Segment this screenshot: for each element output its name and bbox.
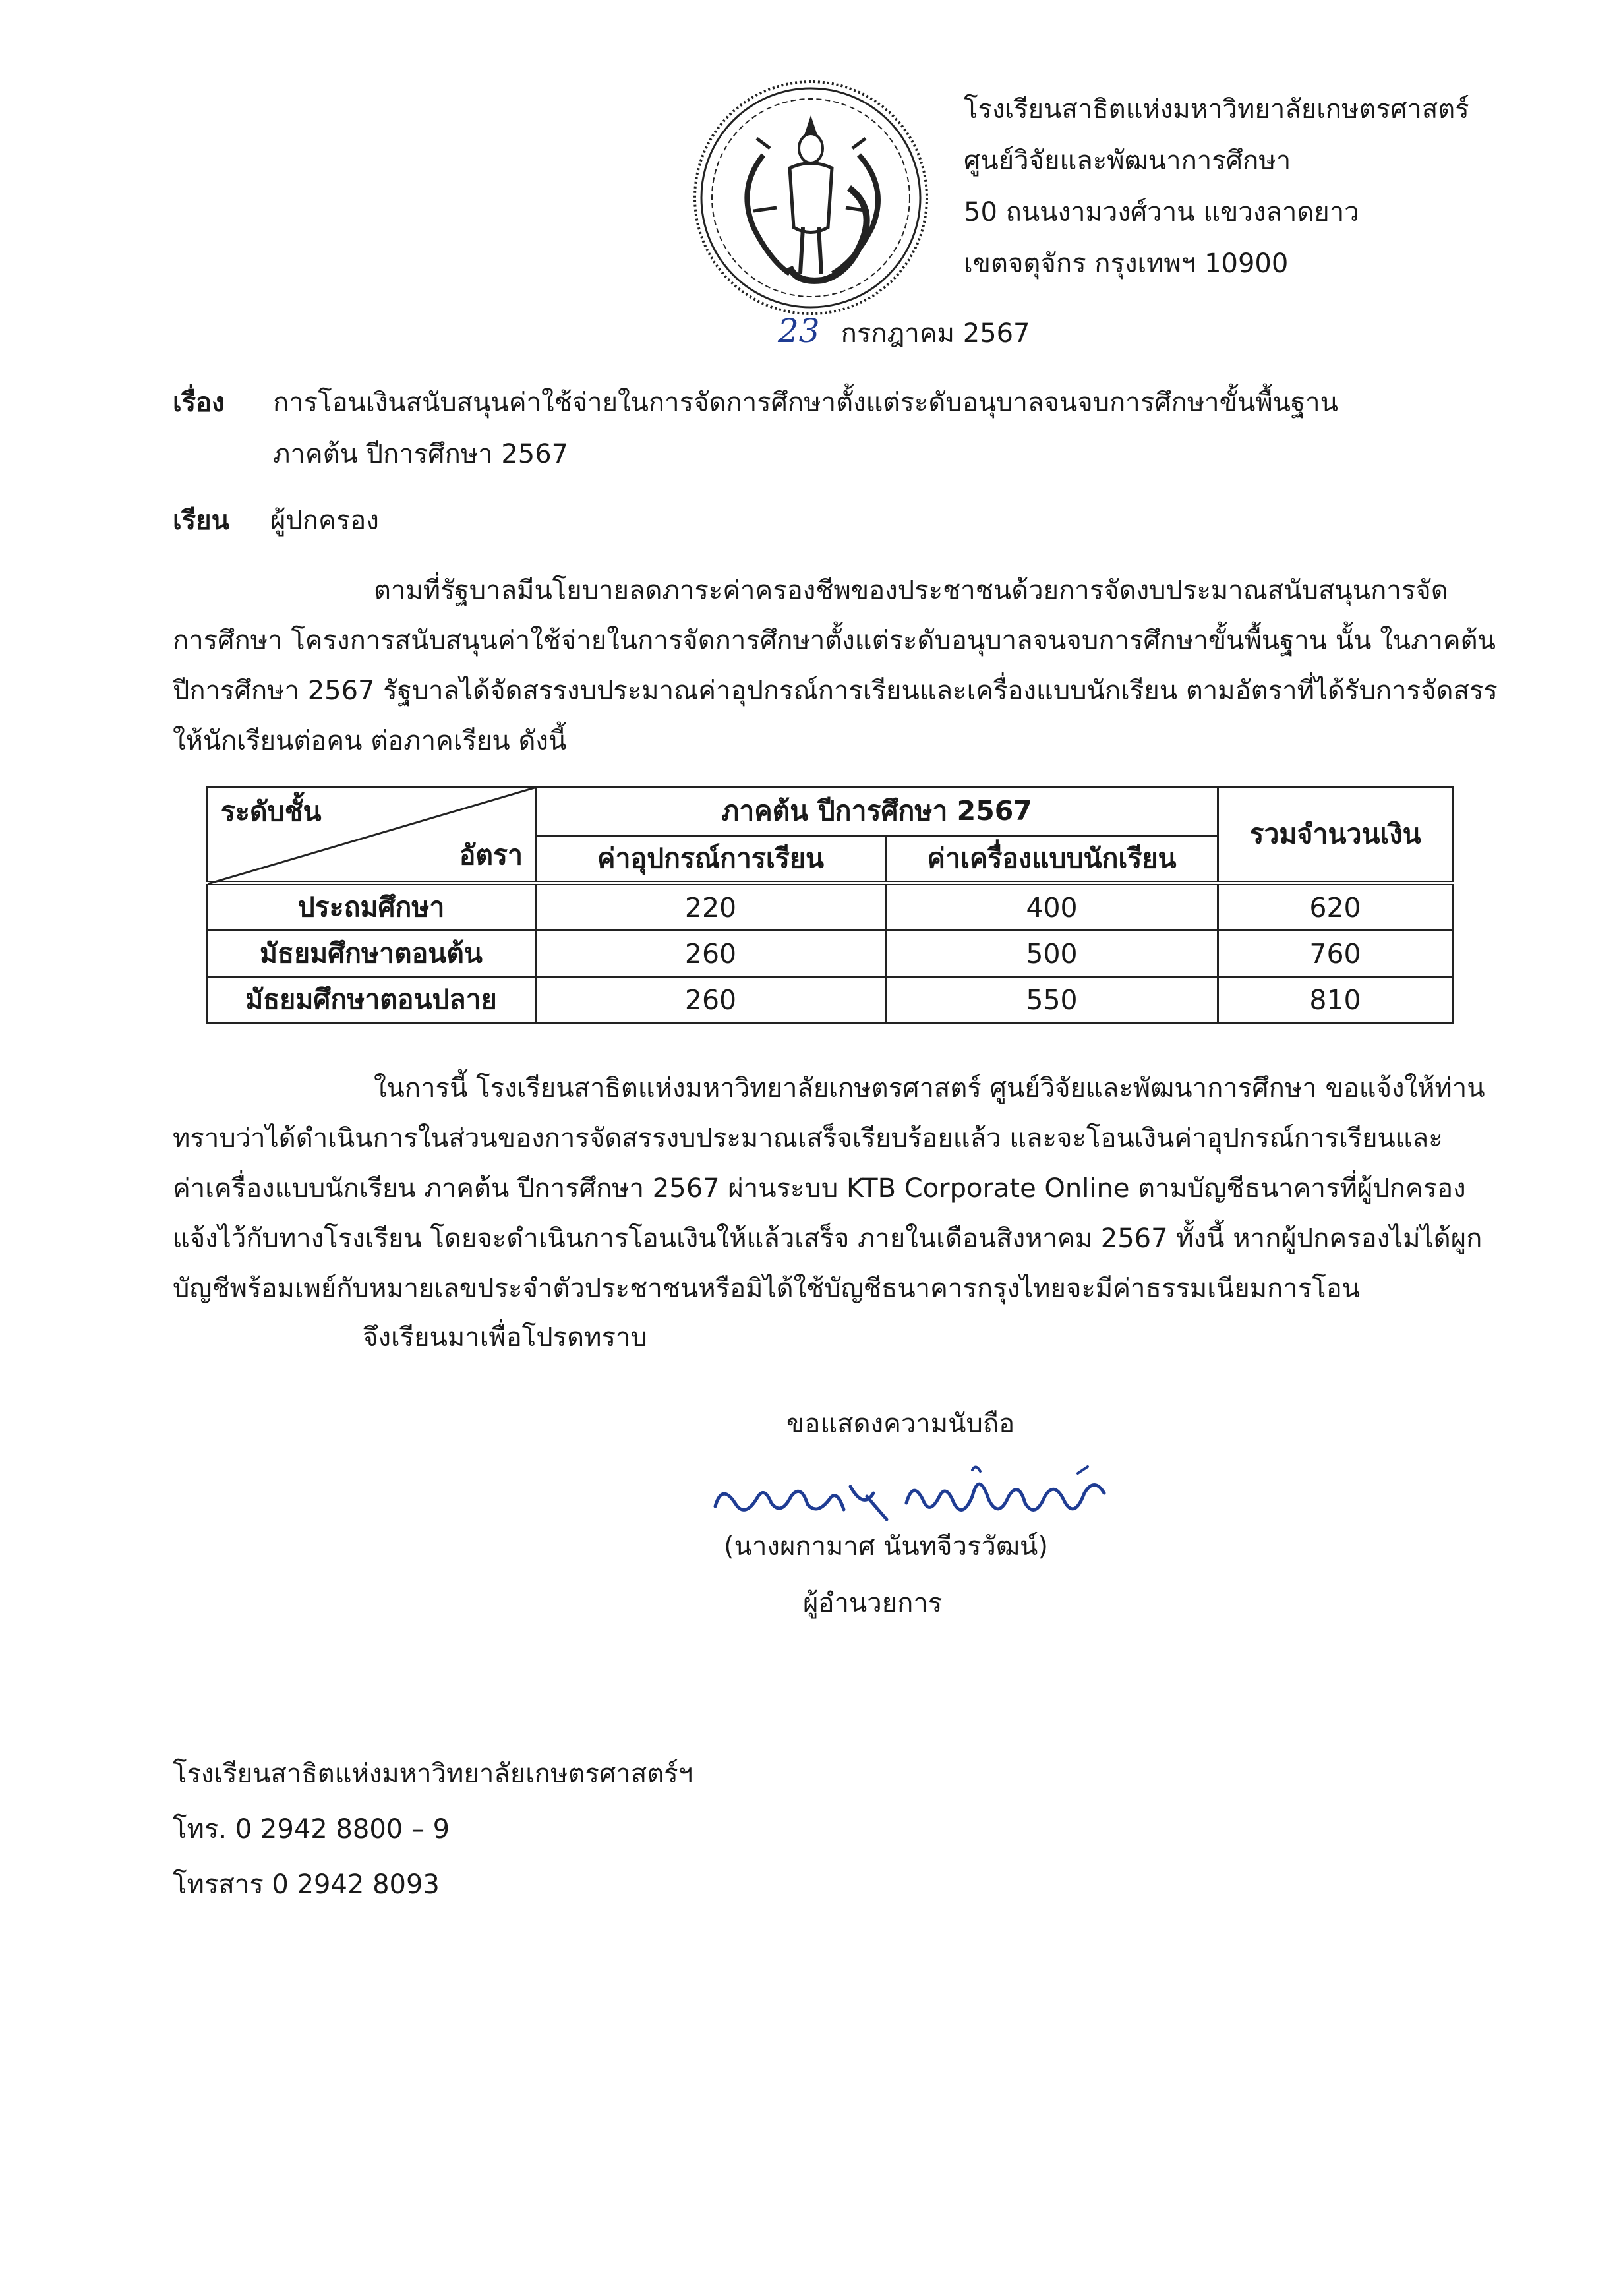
recipient-label: เรียน (173, 506, 229, 536)
corner-rate-label: อัตรา (459, 839, 523, 871)
paragraph-2-line-1: ในการนี้ โรงเรียนสาธิตแห่งมหาวิทยาลัยเกษตรศาสตร์ ศูนย์วิจัยและพัฒนาการศึกษา ขอแจ้งให้ท่าน (374, 1073, 1485, 1104)
footer-school: โรงเรียนสาธิตแห่งมหาวิทยาลัยเกษตรศาสตร์ฯ (173, 1759, 693, 1789)
subject-label: เรื่อง (173, 388, 225, 418)
total-cell: 760 (1218, 931, 1453, 977)
total-cell: 620 (1218, 883, 1453, 931)
total-cell: 810 (1218, 977, 1453, 1023)
footer-fax: โทรสาร 0 2942 8093 (173, 1869, 440, 1900)
paragraph-2-line-5: บัญชีพร้อมเพย์กับหมายเลขประจำตัวประชาชนหรือมิได้ใช้บัญชีธนาคารกรุงไทยจะมีค่าธรรมเนียมการโอน (173, 1274, 1361, 1304)
footer-phone: โทร. 0 2942 8800 – 9 (173, 1814, 450, 1844)
table-corner-cell (207, 787, 536, 883)
equipment-cell: 220 (536, 883, 886, 931)
closing-line: จึงเรียนมาเพื่อโปรดทราบ (363, 1322, 647, 1353)
equipment-cell: 260 (536, 931, 886, 977)
total-header: รวมจำนวนเงิน (1218, 787, 1453, 883)
corner-level-label: ระดับชั้น (221, 796, 322, 827)
paragraph-2-line-4: แจ้งไว้กับทางโรงเรียน โดยจะดำเนินการโอนเงินให้แล้วเสร็จ ภายในเดือนสิงหาคม 2567 ทั้งนี้ หากผู้ปกครองไม่ได้ผูก (173, 1223, 1483, 1254)
center-name: ศูนย์วิจัยและพัฒนาการศึกษา (964, 146, 1291, 176)
uniform-cell: 500 (886, 931, 1218, 977)
letterhead-address (964, 92, 1469, 298)
signer-name: (นางผกามาศ นันทจีวรวัฒน์) (724, 1531, 1048, 1562)
subject-line-2: ภาคต้น ปีการศึกษา 2567 (273, 439, 569, 469)
table-row (207, 977, 1453, 1023)
paragraph-1-line-4: ให้นักเรียนต่อคน ต่อภาคเรียน ดังนี้ (173, 726, 567, 756)
date-month-year: กรกฎาคม 2567 (840, 318, 1030, 349)
table-row (207, 883, 1453, 931)
paragraph-1-line-3: ปีการศึกษา 2567 รัฐบาลได้จัดสรรงบประมาณค่าอุปกรณ์การเรียนและเครื่องแบบนักเรียน ตามอัตราที่ได้รับการจัดสรร (173, 676, 1498, 706)
paragraph-1-line-2: การศึกษา โครงการสนับสนุนค่าใช้จ่ายในการจัดการศึกษาตั้งแต่ระดับอนุบาลจนจบการศึกษาขั้นพื้นฐาน นั้น ในภาคต้น (173, 626, 1496, 656)
allocation-table (206, 786, 1454, 1024)
address-line-1: 50 ถนนงามวงศ์วาน แขวงลาดยาว (964, 197, 1359, 227)
uniform-header: ค่าเครื่องแบบนักเรียน (886, 836, 1218, 883)
letter-date (778, 314, 1030, 351)
recipient-text: ผู้ปกครอง (270, 506, 379, 536)
regards-line: ขอแสดงความนับถือ (786, 1409, 1015, 1439)
recipient-block (173, 504, 379, 538)
school-name: โรงเรียนสาธิตแห่งมหาวิทยาลัยเกษตรศาสตร์ (964, 94, 1469, 125)
semester-header: ภาคต้น ปีการศึกษา 2567 (536, 787, 1218, 836)
body-paragraph-1 (173, 574, 1498, 774)
table-row (207, 931, 1453, 977)
handwritten-signature (709, 1457, 1117, 1536)
signer-position: ผู้อำนวยการ (803, 1588, 943, 1618)
level-cell: มัธยมศึกษาตอนปลาย (207, 977, 536, 1023)
level-cell: มัธยมศึกษาตอนต้น (207, 931, 536, 977)
uniform-cell: 550 (886, 977, 1218, 1023)
uniform-cell: 400 (886, 883, 1218, 931)
address-line-2: เขตจตุจักร กรุงเทพฯ 10900 (964, 249, 1289, 279)
subject-line-1: การโอนเงินสนับสนุนค่าใช้จ่ายในการจัดการศึกษาตั้งแต่ระดับอนุบาลจนจบการศึกษาขั้นพื้นฐาน (273, 388, 1338, 418)
date-day: 23 (778, 312, 820, 350)
school-emblem (691, 76, 931, 320)
body-paragraph-2 (173, 1071, 1485, 1322)
equipment-header: ค่าอุปกรณ์การเรียน (536, 836, 886, 883)
level-cell: ประถมศึกษา (207, 883, 536, 931)
paragraph-2-line-3: ค่าเครื่องแบบนักเรียน ภาคต้น ปีการศึกษา 2567 ผ่านระบบ KTB Corporate Online ตามบัญชีธนาคารที่ผู้ปกครอง (173, 1173, 1466, 1204)
paragraph-1-line-1: ตามที่รัฐบาลมีนโยบายลดภาระค่าครองชีพของประชาชนด้วยการจัดงบประมาณสนับสนุนการจัด (374, 575, 1448, 606)
equipment-cell: 260 (536, 977, 886, 1023)
paragraph-2-line-2: ทราบว่าได้ดำเนินการในส่วนของการจัดสรรงบประมาณเสร็จเรียบร้อยแล้ว และจะโอนเงินค่าอุปกรณ์การเรียนและ (173, 1123, 1443, 1154)
footer-contact (173, 1757, 693, 1923)
